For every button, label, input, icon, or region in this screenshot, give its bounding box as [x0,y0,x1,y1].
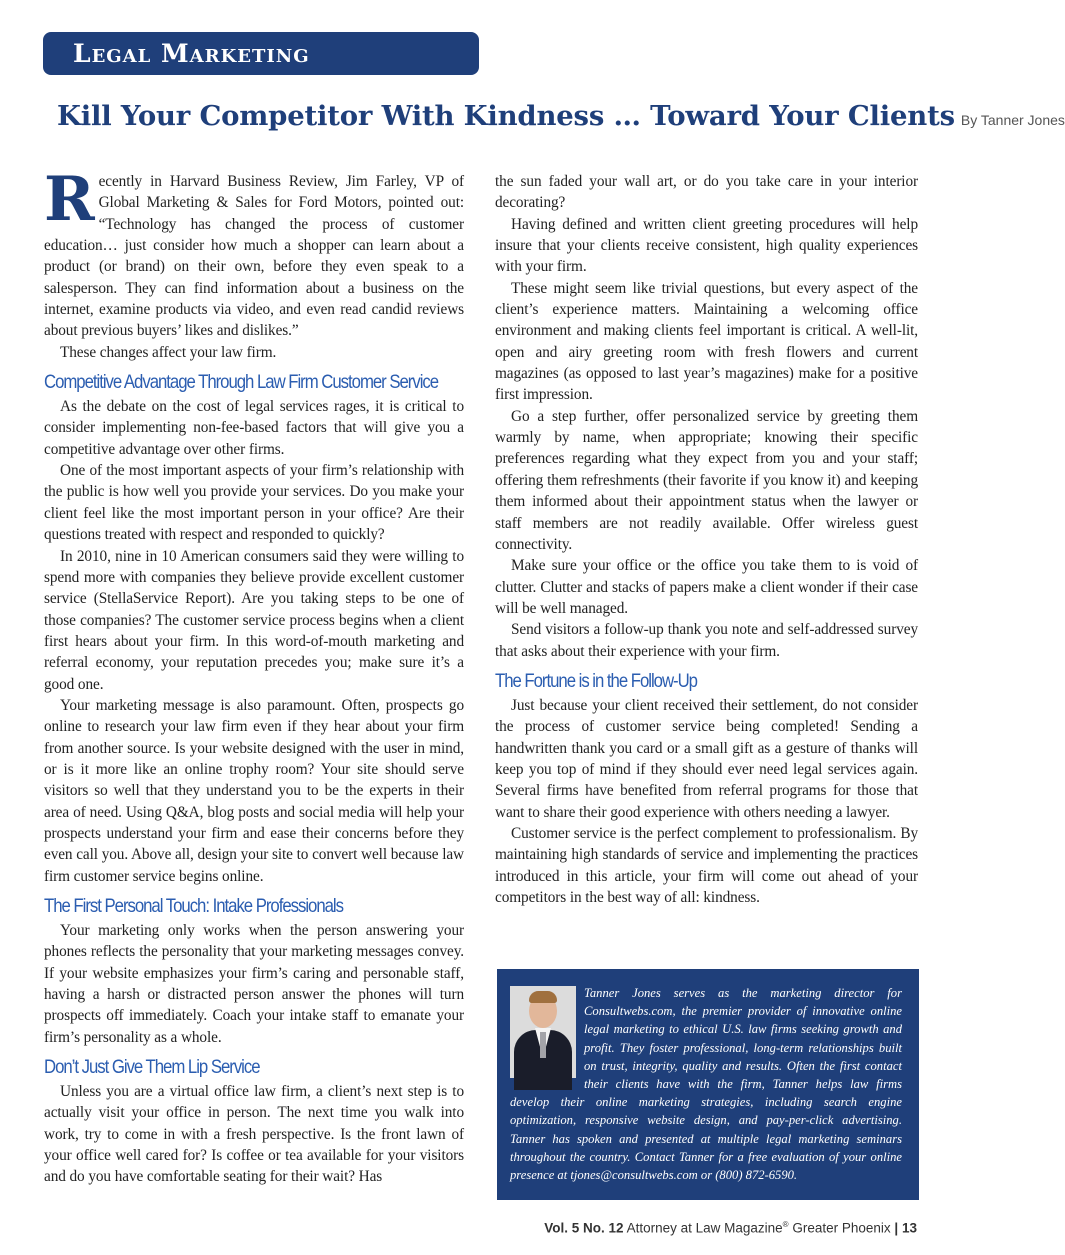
article-byline: By Tanner Jones [960,112,1065,128]
paragraph-continued: the sun faded your wall art, or do you take care in your interior decorating? [495,173,918,212]
intro-paragraph-2: These changes affect your law firm. [60,343,277,361]
subhead-intake-professionals: The First Personal Touch: Intake Professionals [44,895,343,917]
paragraph: Just because your client received their settlement, do not consider the process of customer service being completed! Sending a handwritten thank you card or a small gift as a gesture of thanks will keep you top of mind if they should ever need legal services again. Several firms have benefited from referral programs for those that want to share their good experience with others needing a lawyer. [495,696,918,821]
paragraph: These might seem like trivial questions, but every aspect of the client’s experience matters. Maintaining a welcoming office environment and making clients feel important is critical. A well-lit, open and airy greeting room with fresh flowers and current magazines (as opposed to last year’s magazines) make for a positive first impression. [495,279,918,404]
footer-edition: Greater Phoenix [792,1220,891,1236]
paragraph: Make sure your office or the office you take them to is void of clutter. Clutter and stacks of papers make a client wonder if their case will be well managed. [495,557,918,617]
footer-volume: Vol. 5 No. 12 [544,1220,624,1236]
paragraph: Having defined and written client greeting procedures will help insure that your clients receive consistent, high quality experiences with your firm. [495,215,918,276]
paragraph: As the debate on the cost of legal services rages, it is critical to consider implementing non-fee-based factors that will give you a competitive advantage over other firms. [44,398,464,458]
article-title: Kill Your Competitor With Kindness … Toward Your Clients [57,100,955,132]
page-number: 13 [901,1220,917,1236]
footer-separator: | [894,1220,899,1236]
subhead-lip-service: Don’t Just Give Them Lip Service [44,1056,260,1079]
subhead-competitive-advantage: Competitive Advantage Through Law Firm Customer Service [44,371,439,394]
paragraph: Your marketing message is also paramount. Often, prospects go online to research your law firm even if they hear about your firm from another source. Is your website designed with the user in mind, or is it more like an online trophy room? Your site should serve visitors so well that they understand you to be the experts in their area of need. Using Q&A, blog posts and social media will help your prospects understand your firm and ease their concerns before they even call you. Above all, design your site to convert well because law firm customer service begins online. [44,696,464,885]
paragraph: Go a step further, offer personalized service by greeting them warmly by name, when appropriate; knowing their specific preferences regarding what they expect from you and your staff; offering them refreshments (their favorite if you know it) and keeping them informed about their appointment status when the lawyer or staff members are not readily available. Offer wireless guest connectivity. [495,407,918,553]
right-column [495,171,918,908]
section-label: Legal Marketing [73,39,310,68]
section-tag [43,32,479,75]
subhead-follow-up: The Fortune is in the Follow-Up [495,669,697,692]
drop-cap: R [44,164,95,235]
paragraph: Your marketing only works when the person answering your phones reflects the personality that your marketing messages convey. If your website emphasizes your firm’s caring and personable staff, having a harsh or distracted person answer the phones will turn prospects off immediately. Coach your intake staff to emanate your firm’s personality as a whole. [44,922,464,1046]
author-bio-text: Tanner Jones serves as the marketing director for Consultwebs.com, the premier provider of innovative online legal marketing to ethical U.S. law firms seeking growth and profit. They foster professional, long-term relationships built on trust, integrity, quality and results. Often the first contact their clients have with the firm, Tanner helps law firms develop their online marketing strategies, including search engine optimization, responsive website design, and pay-per-click advertising. Tanner has spoken and presented at multiple legal marketing seminars throughout the country. Contact Tanner for a free evaluation of your online presence at tjones@consultwebs.com or (800) 872-6590. [510,986,902,1183]
footer-registered-mark: ® [782,1220,789,1229]
left-column [44,164,464,1188]
intro-paragraph: Recently in Harvard Business Review, Jim Farley, VP of Global Marketing & Sales for Ford Motors, pointed out: “Technology has changed the process of customer education… just consider how much a shopper can learn about a product (or brand) on their own, before they even speak to a salesperson. They can find information about a business on the internet, examine products via video, and even read candid reviews about previous buyers’ likes and dislikes.” [44,164,464,340]
paragraph: In 2010, nine in 10 American consumers said they were willing to spend more with companies they believe provide excellent customer service (StellaService Report). Are you taking steps to be one of those companies? The customer service process begins when a client first hears about your firm. In this word-of-mouth marketing and referral economy, your reputation precedes you; make sure it’s a good one. [44,547,464,693]
paragraph: Unless you are a virtual office law firm, a client’s next step is to actually visit your office in person. The next time you walk into work, try to come in with a fresh perspective. Is the front lawn of your office well cared for? Is coffee or tea available for your visitors and do you have comfortable seating for their wait? Has [44,1083,464,1186]
paragraph: Customer service is the perfect complement to professionalism. By maintaining high standards of service and implementing the practices introduced in this article, your firm will come out ahead of your competitors in the best way of all: kindness. [495,824,918,906]
paragraph: One of the most important aspects of your firm’s relationship with the public is how well you provide your services. Do you make your client feel like the most important person in your office? Are their questions treated with respect and responded to quickly? [44,462,464,544]
author-portrait-icon [510,986,576,1078]
footer-magazine: Attorney at Law Magazine [626,1220,783,1236]
page-footer [544,1220,917,1236]
paragraph: Send visitors a follow-up thank you note and self-addressed survey that asks about their experience with your firm. [495,621,918,660]
author-bio-box [497,969,919,1200]
article-headline [57,100,1065,132]
